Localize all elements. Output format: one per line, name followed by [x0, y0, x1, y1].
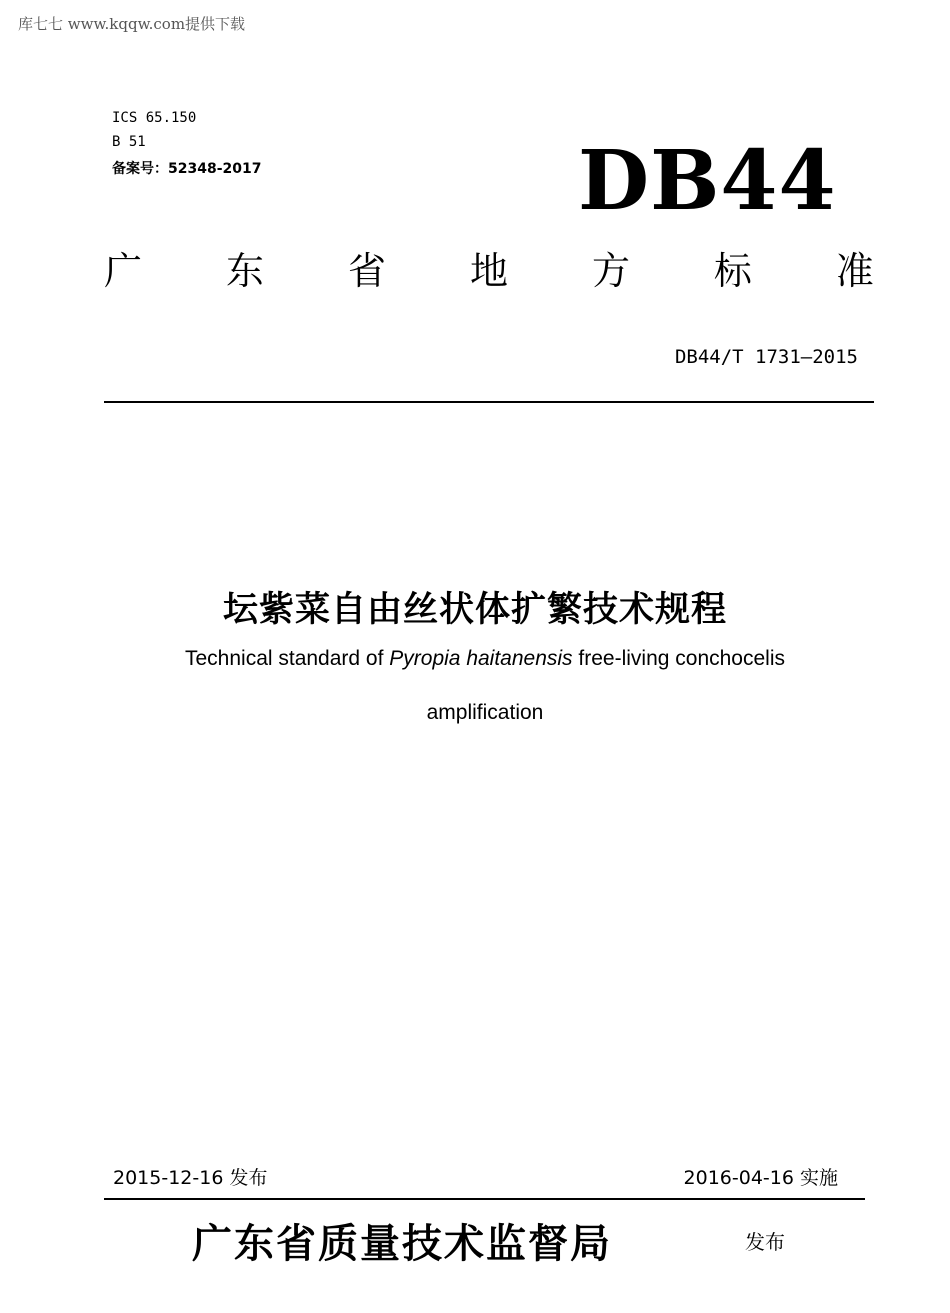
issue-date: 2015-12-16 发布 [113, 1167, 268, 1189]
provincial-title-char: 方 [591, 249, 630, 293]
provincial-title-char: 省 [347, 249, 386, 293]
english-title-line2: amplification [426, 701, 544, 724]
english-title-suffix: free-living conchocelis [572, 647, 785, 670]
standard-code: DB44/T 1731—2015 [674, 346, 858, 368]
english-title-species: Pyropia haitanensis [389, 647, 573, 670]
chinese-title: 坛紫菜自由丝状体扩繁技术规程 [222, 590, 727, 630]
provincial-standard-title [104, 249, 874, 293]
record-value: 52348-2017 [168, 161, 262, 177]
provincial-title-char: 准 [835, 249, 874, 293]
issuing-authority: 广东省质量技术监督局 [192, 1220, 612, 1267]
watermark-text: 库七七 www.kqqw.com提供下载 [18, 15, 246, 33]
english-title-prefix: Technical standard of [184, 647, 390, 670]
provincial-title-char: 地 [469, 249, 508, 293]
english-title-line1 [0, 647, 950, 671]
record-number [112, 158, 261, 178]
publish-label: 发布 [745, 1230, 785, 1254]
db-mark: DB44 [578, 133, 837, 229]
implementation-date: 2016-04-16 实施 [683, 1167, 838, 1189]
provincial-title-char: 标 [713, 249, 752, 293]
record-label: 备案号： [112, 161, 168, 177]
provincial-title-char: 广 [104, 249, 143, 293]
ics-code: ICS 65.150 [112, 110, 197, 126]
provincial-title-char: 东 [225, 249, 264, 293]
ccs-code: B 51 [112, 134, 146, 150]
top-divider [104, 401, 874, 403]
bottom-divider [104, 1198, 865, 1200]
